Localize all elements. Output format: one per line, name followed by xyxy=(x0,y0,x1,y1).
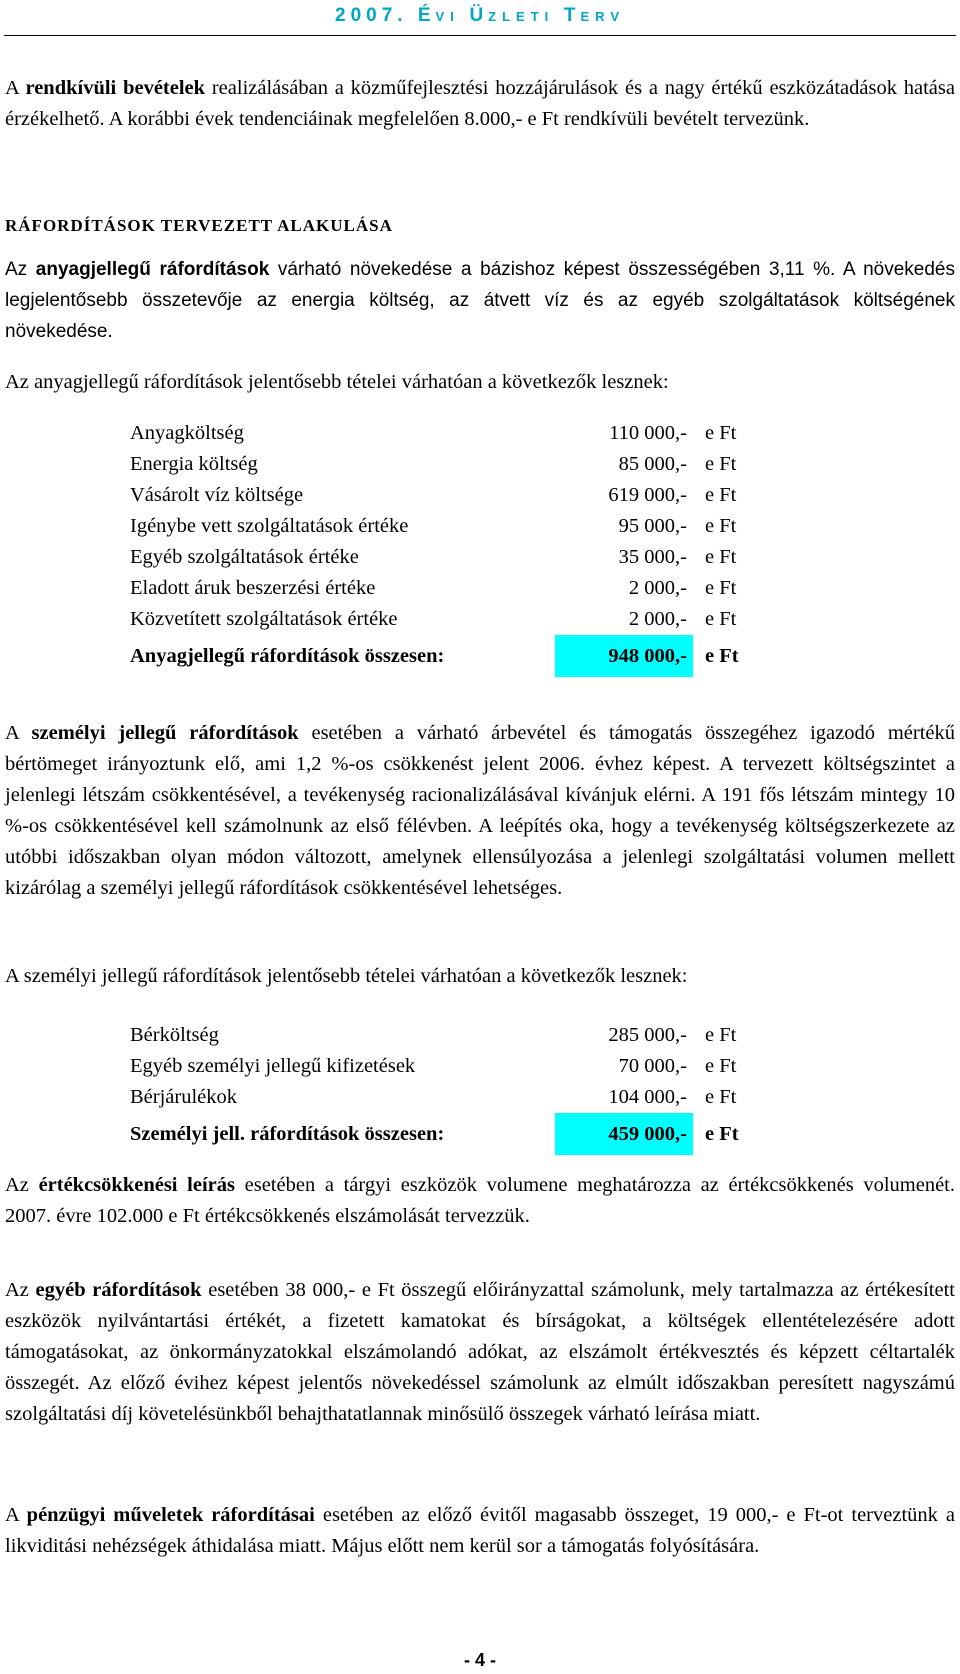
emphasis: személyi jellegű ráfordítások xyxy=(31,722,299,744)
cost-label: Személyi jell. ráfordítások összesen: xyxy=(130,1122,445,1145)
cost-value: 2 000,- xyxy=(628,608,687,630)
cost-label: Igénybe vett szolgáltatások értéke xyxy=(130,515,409,537)
table-row xyxy=(130,542,775,573)
page-header xyxy=(0,0,960,38)
cost-unit: e Ft xyxy=(705,484,737,506)
cost-label: Bérköltség xyxy=(130,1024,219,1046)
cost-unit: e Ft xyxy=(705,577,737,599)
depreciation-paragraph xyxy=(5,1170,955,1232)
table-row xyxy=(130,418,775,449)
emphasis: pénzügyi műveletek ráfordításai xyxy=(26,1504,315,1526)
total-row xyxy=(130,1113,775,1155)
title-segment: Ü xyxy=(469,5,489,26)
cost-value: 2 000,- xyxy=(628,577,687,599)
cost-value: 104 000,- xyxy=(608,1086,687,1108)
text-run: esetében az előző évitől magasabb összeget, 19 000,- e Ft-ot terveztünk a likviditási nehézségek áthidalása miatt. Május előtt nem kerül sor a támogatás folyósítására. xyxy=(5,1504,955,1557)
cost-value: 948 000,- xyxy=(555,635,693,677)
text-run: esetében a várható árbevétel és támogatás összegéhez igazodó mértékű bértömeget irányoztunk elő, ami 1,2 %-os csökkenést jelent 2006. évhez képest. A tervezett költségszintet a jelenlegi létszám csökkentésével, a tevékenység racionalizálásával kívánjuk elérni. A 191 fős létszám mintegy 10 %-os csökkentésével kell számolnunk az első félévben. A leépítés oka, hogy a tevékenység költségszerkezete az utóbbi időszakban olyan módon változott, amelynek ellensúlyozása a jelenlegi szolgáltatási volumen mellett kizárólag a személyi jellegű ráfordítások csökkentésével lehetséges. xyxy=(5,722,955,899)
cost-label: Közvetített szolgáltatások értéke xyxy=(130,608,398,630)
cost-value: 85 000,- xyxy=(618,453,687,475)
cost-unit: e Ft xyxy=(705,644,739,667)
text-run: várható növekedése a bázishoz képest összességében 3,11 %. A növekedés legjelentősebb összetevője az energia költség, az átvett víz és az egyéb szolgáltatások költségének növekedése. xyxy=(5,259,955,342)
financial-expenses-paragraph xyxy=(5,1500,955,1562)
text-run: realizálásában a közműfejlesztési hozzájárulások és a nagy értékű eszközátadások hatása érzékelhető. A korábbi évek tendenciáinak megfelelően 8.000,- e Ft rendkívüli bevételt tervezünk. xyxy=(5,77,955,130)
table-row xyxy=(130,1051,775,1082)
table-row xyxy=(130,1020,775,1051)
emphasis: egyéb ráfordítások xyxy=(35,1279,202,1301)
emphasis: rendkívüli bevételek xyxy=(25,77,206,99)
cost-label: Bérjárulékok xyxy=(130,1086,238,1108)
page-number: - 4 - xyxy=(463,1650,496,1670)
cost-unit: e Ft xyxy=(705,515,737,537)
cost-label: Anyagjellegű ráfordítások összesen: xyxy=(130,644,445,667)
text-run: Az xyxy=(5,259,36,280)
table-row xyxy=(130,573,775,604)
header-divider xyxy=(4,35,956,36)
cost-value: 95 000,- xyxy=(618,515,687,537)
table-row xyxy=(130,511,775,542)
cost-unit: e Ft xyxy=(705,546,737,568)
extraordinary-income-paragraph xyxy=(5,73,955,135)
title-segment: T xyxy=(563,5,581,26)
cost-unit: e Ft xyxy=(705,453,737,475)
cost-value: 619 000,- xyxy=(608,484,687,506)
cost-value: 70 000,- xyxy=(618,1055,687,1077)
title-segment: ZLETI xyxy=(488,9,564,24)
material-costs-table xyxy=(130,418,775,677)
cost-label: Eladott áruk beszerzési értéke xyxy=(130,577,376,599)
cost-value: 459 000,- xyxy=(555,1113,693,1155)
title-segment: . xyxy=(397,5,418,26)
text-run: A xyxy=(5,722,32,744)
table-row xyxy=(130,480,775,511)
cost-value: 35 000,- xyxy=(618,546,687,568)
cost-unit: e Ft xyxy=(705,1055,737,1077)
title-segment: VI xyxy=(435,9,470,24)
cost-label: Egyéb szolgáltatások értéke xyxy=(130,546,359,568)
cost-value: 110 000,- xyxy=(609,422,687,444)
cost-label: Egyéb személyi jellegű kifizetések xyxy=(130,1055,416,1077)
other-expenses-paragraph xyxy=(5,1275,955,1430)
cost-unit: e Ft xyxy=(705,1086,737,1108)
personnel-costs-paragraph xyxy=(5,718,955,904)
emphasis: értékcsökkenési leírás xyxy=(38,1174,235,1196)
text-run: Az xyxy=(5,1174,39,1196)
material-costs-intro: Az anyagjellegű ráfordítások jelentősebb tételei várhatóan a következők lesznek: xyxy=(5,371,669,393)
cost-unit: e Ft xyxy=(705,1122,739,1145)
cost-label: Vásárolt víz költsége xyxy=(130,484,304,506)
text-run: A xyxy=(5,1504,27,1526)
text-run: esetében 38 000,- e Ft összegű előirányzattal számolunk, mely tartalmazza az értékesített eszközök nyilvántartási értékét, a fizetett kamatokat és bírságokat, a költségek ellentételezésére adott támogatásokat, az önkormányzatokkal elszámolandó adókat, az elszámolt értékvesztés és képzett céltartalék összegét. Az előző évihez képest jelentős növekedéssel számolunk az elmúlt időszakban peresített nagyszámú szolgáltatási díj követelésünkből behajthatatlannak minősülő összegek várható leírása miatt. xyxy=(5,1279,955,1425)
document-title xyxy=(0,5,960,27)
cost-label: Anyagköltség xyxy=(130,422,244,444)
table-row xyxy=(130,449,775,480)
title-segment: 2007 xyxy=(335,5,398,26)
table-row xyxy=(130,604,775,635)
table-row xyxy=(130,1082,775,1113)
cost-unit: e Ft xyxy=(705,1024,737,1046)
title-segment: É xyxy=(417,5,436,26)
cost-label: Energia költség xyxy=(130,453,258,475)
personnel-costs-intro: A személyi jellegű ráfordítások jelentősebb tételei várhatóan a következők lesznek: xyxy=(5,965,688,987)
text-run: Az xyxy=(5,1279,36,1301)
cost-unit: e Ft xyxy=(705,608,737,630)
title-segment: ERV xyxy=(580,9,625,24)
material-costs-paragraph xyxy=(5,254,955,347)
text-run: esetében a tárgyi eszközök volumene meghatározza az értékcsökkenés volumenét. 2007. évre 102.000 e Ft értékcsökkenés elszámolását tervezzük. xyxy=(5,1174,955,1227)
total-row xyxy=(130,635,775,677)
cost-value: 285 000,- xyxy=(608,1024,687,1046)
section-heading: RÁFORDÍTÁSOK TERVEZETT ALAKULÁSA xyxy=(5,216,393,235)
cost-unit: e Ft xyxy=(705,422,737,444)
text-run: A xyxy=(5,77,26,99)
personnel-costs-table xyxy=(130,1020,775,1155)
emphasis: anyagjellegű ráfordítások xyxy=(35,259,270,280)
